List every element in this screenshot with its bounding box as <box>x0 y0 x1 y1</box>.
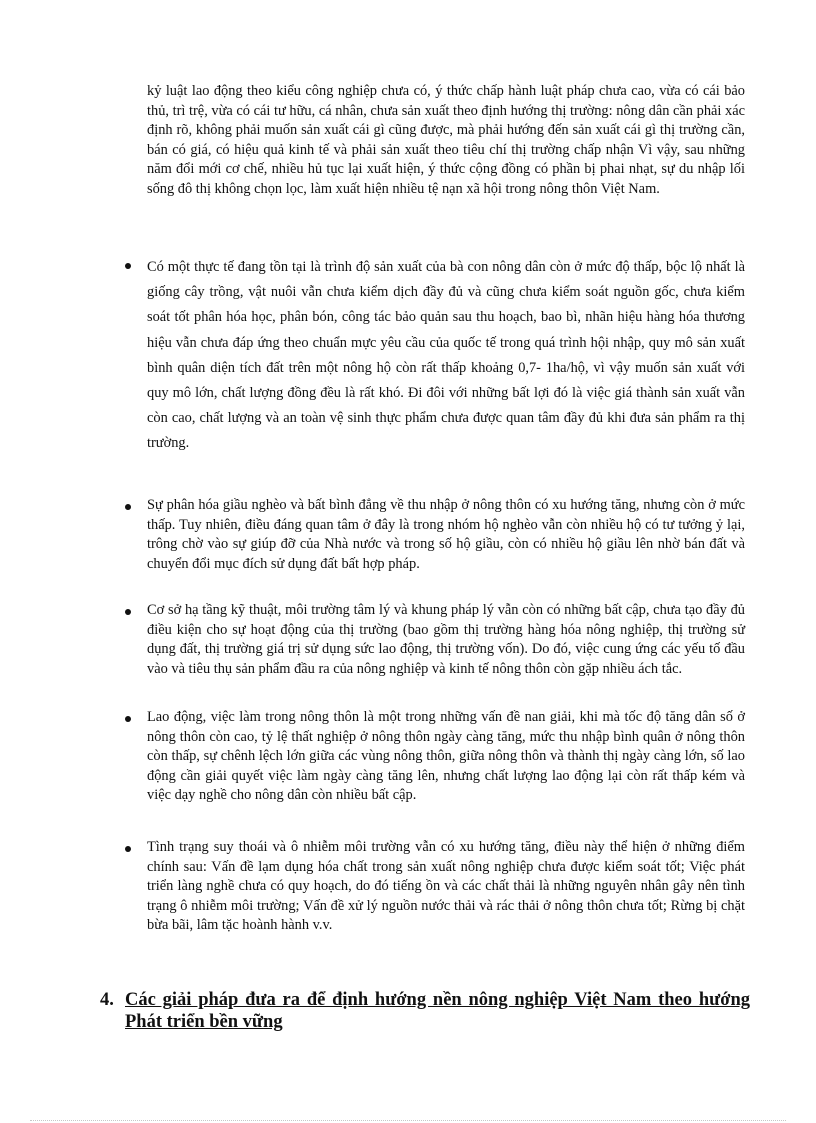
bullet-text: Tình trạng suy thoái và ô nhiễm môi trường vẫn có xu hướng tăng, điều này thể hiện ở những điểm chính sau: Vấn đề lạm dụng hóa chất trong sản xuất nông nghiệp chưa được kiểm soát tốt; Việc phát triển làng nghề chưa có quy hoạch, do đó tiếng ồn và các chất thải là những nguyên nhân gây nên tình trạng ô nhiễm môi trường; Vấn đề xử lý nguồn nước thải và rác thải ở nông thôn chưa tốt; Rừng bị chặt bừa bãi, lâm tặc hoành hành v.v. <box>147 839 745 934</box>
page-bottom-divider <box>30 1120 786 1121</box>
bullet-icon <box>125 609 131 615</box>
bullet-text: Cơ sở hạ tầng kỹ thuật, môi trường tâm lý và khung pháp lý vẫn còn có những bất cập, chưa tạo đầy đủ điều kiện cho sự hoạt động của thị trường (bao gồm thị trường hàng hóa nông nghiệp, thị trường sử dụng đất, thị trường giá trị sử dụng sức lao động, thị trường vốn). Do đó, việc cung ứng các yếu tố đầu vào và tiêu thụ sản phẩm đầu ra của nông nghiệp và kinh tế nông thôn còn gặp nhiều ách tắc. <box>147 602 745 677</box>
bullet-item-infrastructure <box>147 601 745 679</box>
bullet-item-labour-employment <box>147 708 745 806</box>
bullet-icon <box>125 504 131 510</box>
section-number: 4. <box>100 990 114 1010</box>
bullet-item-production-level <box>147 255 745 457</box>
bullet-text: Sự phân hóa giầu nghèo và bất bình đẳng về thu nhập ở nông thôn có xu hướng tăng, nhưng còn ở mức thấp. Tuy nhiên, điều đáng quan tâm ở đây là trong nhóm hộ nghèo vẫn còn nhiều hộ có tư tưởng ỷ lại, trông chờ vào sự giúp đỡ của Nhà nước và trong số hộ giầu, còn có nhiều hộ giầu lên nhờ bán đất và chuyển đổi mục đích sử dụng đất bất hợp pháp. <box>147 497 745 572</box>
section-title: Các giải pháp đưa ra để định hướng nền nông nghiệp Việt Nam theo hướng Phát triển bền vững <box>125 990 750 1032</box>
bullet-icon <box>125 846 131 852</box>
bullet-icon <box>125 263 131 269</box>
bullet-text: Có một thực tế đang tồn tại là trình độ sản xuất của bà con nông dân còn ở mức độ thấp, bộc lộ nhất là giống cây trồng, vật nuôi vẫn chưa kiểm dịch đầy đủ và cũng chưa kiểm soát nguồn gốc, chưa kiểm soát tốt phân hóa học, phân bón, công tác bảo quản sau thu hoạch, bao bì, nhãn hiệu hàng hóa thương hiệu vẫn chưa đáp ứng theo chuẩn mực yêu cầu của quốc tế trong quá trình hội nhập, quy mô sản xuất bình quân diện tích đất trên một nông hộ còn rất thấp khoảng 0,7- 1ha/hộ, vì vậy muốn sản xuất với quy mô lớn, chất lượng đồng đều là rất khó. Đi đôi với những bất lợi đó là việc giá thành sản xuất vẫn còn cao, chất lượng và an toàn vệ sinh thực phẩm chưa được quan tâm đầy đủ khi đưa sản phẩm ra thị trường. <box>147 259 745 452</box>
bullet-icon <box>125 716 131 722</box>
bullet-text: Lao động, việc làm trong nông thôn là một trong những vấn đề nan giải, khi mà tốc độ tăng dân số ở nông thôn còn cao, tỷ lệ thất nghiệp ở nông thôn ngày càng tăng, mức thu nhập bình quân ở nông thôn còn thấp, sự chênh lệch lớn giữa các vùng nông thôn, giữa nông thôn và thành thị ngày càng lớn, số lao động cần giải quyết việc làm ngày càng tăng lên, nhưng chất lượng lao động lại còn rất thấp kém và việc dạy nghề cho nông dân còn nhiều bất cập. <box>147 709 745 804</box>
continuation-paragraph: kỷ luật lao động theo kiểu công nghiệp chưa có, ý thức chấp hành luật pháp chưa cao, vừa có cái bảo thủ, trì trệ, vừa có cái tư hữu, cá nhân, chưa sản xuất theo định hướng thị trường: nông dân cần phải xác định rõ, không phải muốn sản xuất cái gì cũng được, mà phải hướng đến sản xuất cái gì thị trường cần, bán có giá, có hiệu quả kinh tế và phải sản xuất theo tiêu chí thị trường chấp nhận Vì vậy, sau những năm đổi mới cơ chế, nhiều hủ tục lại xuất hiện, ý thức cộng đồng có phần bị phai nhạt, sự du nhập lối sống đô thị không chọn lọc, làm xuất hiện nhiều tệ nạn xã hội trong nông thôn Việt Nam. <box>147 83 745 197</box>
bullet-item-environment <box>147 838 745 936</box>
bullet-item-income-inequality <box>147 496 745 574</box>
